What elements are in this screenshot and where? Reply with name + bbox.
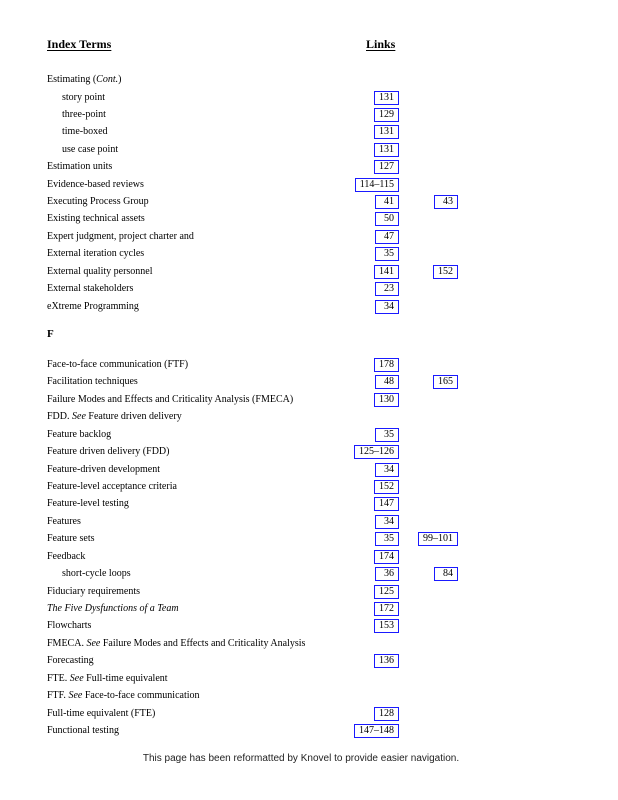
index-entry-executing-process-group (0, 194, 618, 210)
page-link[interactable]: 127 (374, 160, 399, 174)
index-term-text: See (69, 673, 84, 684)
index-term-text: Feedback (47, 551, 86, 562)
index-entry-feature-level-acceptance (0, 479, 618, 495)
index-term-text: Existing technical assets (47, 213, 145, 224)
index-term (47, 409, 182, 425)
index-term-text: Feature-driven development (47, 464, 161, 475)
index-term (62, 90, 105, 106)
index-term (47, 601, 179, 617)
index-term-text: Facilitation techniques (47, 376, 138, 387)
index-entry-short-cycle-loops (0, 566, 618, 582)
index-term (47, 211, 145, 227)
index-entry-existing-technical-assets (0, 211, 618, 227)
index-entry-face-to-face (0, 357, 618, 373)
index-term (47, 688, 200, 704)
page-link[interactable]: 35 (375, 247, 399, 261)
index-entry-three-point (0, 107, 618, 123)
index-entry-extreme-programming (0, 299, 618, 315)
index-entry-external-quality-personnel (0, 264, 618, 280)
page-link[interactable]: 125 (374, 585, 399, 599)
index-term-text: Feature backlog (47, 429, 112, 440)
index-entry-forecasting (0, 653, 618, 669)
index-entry-estimating-cont (0, 72, 618, 88)
index-term (47, 531, 95, 547)
page-link[interactable]: 84 (434, 567, 458, 581)
index-term-text: Forecasting (47, 655, 94, 666)
index-entry-external-stakeholders (0, 281, 618, 297)
index-term (47, 462, 160, 478)
index-entry-facilitation-techniques (0, 374, 618, 390)
index-entry-five-dysfunctions (0, 601, 618, 617)
page-link[interactable]: 131 (374, 91, 399, 105)
index-term-text: Fiduciary requirements (47, 586, 141, 597)
index-entry-functional-testing (0, 723, 618, 739)
page-link[interactable]: 47 (375, 230, 399, 244)
index-term-text: Evidence-based reviews (47, 179, 144, 190)
page-link[interactable]: 23 (375, 282, 399, 296)
index-term (47, 584, 140, 600)
index-term (47, 281, 133, 297)
index-entry-feature-level-testing (0, 496, 618, 512)
index-term-text: Expert judgment, project charter and (47, 231, 194, 242)
index-term-text: Functional testing (47, 725, 119, 736)
index-term-text: Feature driven delivery (85, 411, 182, 422)
index-term (47, 444, 169, 460)
page-link[interactable]: 174 (374, 550, 399, 564)
page-link[interactable]: 130 (374, 393, 399, 407)
page-link[interactable]: 153 (374, 619, 399, 633)
index-term (47, 229, 194, 245)
index-entry-estimation-units (0, 159, 618, 175)
page-link[interactable]: 50 (375, 212, 399, 226)
index-term (47, 392, 293, 408)
index-term-text: Flowcharts (47, 620, 92, 631)
index-entry-feature-driven-delivery (0, 444, 618, 460)
index-term-text: Feature-level acceptance criteria (47, 481, 177, 492)
index-entry-feature-driven-development (0, 462, 618, 478)
index-term (47, 72, 121, 88)
index-term-text: External stakeholders (47, 283, 134, 294)
page-link[interactable]: 131 (374, 125, 399, 139)
page-link[interactable]: 128 (374, 707, 399, 721)
page-link[interactable]: 114–115 (355, 178, 399, 192)
index-term-text: External iteration cycles (47, 248, 145, 259)
page-link[interactable]: 35 (375, 532, 399, 546)
page-footer: This page has been reformatted by Knovel to provide easier navigation. (142, 753, 460, 764)
index-term-text: Features (47, 516, 81, 527)
page-link[interactable]: 48 (375, 375, 399, 389)
index-term (47, 264, 153, 280)
index-term-text: See (86, 638, 101, 649)
index-term (62, 107, 106, 123)
index-term-text: Feature driven delivery (FDD) (47, 446, 170, 457)
page-link[interactable]: 136 (374, 654, 399, 668)
page-link[interactable]: 129 (374, 108, 399, 122)
index-term (47, 618, 91, 634)
index-entry-ftf-see (0, 688, 618, 704)
index-term-text: Feature-level testing (47, 498, 129, 509)
section-letter-f: F (47, 328, 54, 340)
page-link[interactable]: 165 (433, 375, 458, 389)
index-term (47, 194, 149, 210)
header-links: Links (366, 37, 396, 51)
index-entry-feature-backlog (0, 427, 618, 443)
index-entry-story-point (0, 90, 618, 106)
index-entry-external-iteration-cycles (0, 246, 618, 262)
index-entry-feature-sets (0, 531, 618, 547)
index-term-text: time-boxed (62, 126, 108, 137)
index-term-text: See (72, 411, 86, 422)
page-link[interactable]: 178 (374, 358, 399, 372)
index-term-text: Failure Modes and Effects and Criticality Analysis (FMECA) (47, 394, 294, 405)
page-link[interactable]: 172 (374, 602, 399, 616)
page-link[interactable]: 99–101 (418, 532, 458, 546)
index-term (47, 514, 81, 530)
index-term (47, 374, 138, 390)
index-term-text: Full-time equivalent (FTE) (47, 708, 156, 719)
index-entry-expert-judgment (0, 229, 618, 245)
page-link[interactable]: 41 (375, 195, 399, 209)
index-term-text: use case point (62, 144, 119, 155)
index-term-text: ) (118, 74, 122, 85)
index-term-text: Face-to-face communication (82, 690, 200, 701)
index-term-text: story point (62, 92, 106, 103)
page-link[interactable]: 152 (374, 480, 399, 494)
index-term-text: Failure Modes and Effects and Criticality Analysis (100, 638, 306, 649)
page-link[interactable]: 147–148 (354, 724, 399, 738)
index-entry-full-time-equivalent (0, 706, 618, 722)
index-term (47, 299, 139, 315)
index-term (47, 636, 305, 652)
page-link[interactable]: 152 (433, 265, 458, 279)
page-link[interactable]: 147 (374, 497, 399, 511)
index-term (47, 246, 144, 262)
page-link[interactable]: 35 (375, 428, 399, 442)
index-entry-flowcharts (0, 618, 618, 634)
index-term-text: Cont. (96, 74, 119, 85)
index-term-text: Executing Process Group (47, 196, 149, 207)
index-term-text: Full-time equivalent (83, 673, 168, 684)
page-link[interactable]: 131 (374, 143, 399, 157)
index-term-text: three-point (62, 109, 106, 120)
index-term (47, 653, 94, 669)
index-term-text: FMECA. (47, 638, 87, 649)
index-entry-fiduciary-requirements (0, 584, 618, 600)
index-term (47, 671, 168, 687)
index-term (47, 177, 144, 193)
index-term-text: Estimation units (47, 161, 113, 172)
index-term (47, 549, 85, 565)
index-entry-time-boxed (0, 124, 618, 140)
index-term (47, 427, 111, 443)
page-link[interactable]: 34 (375, 300, 399, 314)
index-entry-feedback (0, 549, 618, 565)
index-term-text: short-cycle loops (62, 568, 131, 579)
index-term (47, 159, 112, 175)
page-link[interactable]: 34 (375, 515, 399, 529)
index-term (47, 723, 119, 739)
index-term (62, 566, 131, 582)
index-term (47, 706, 155, 722)
index-term (47, 479, 177, 495)
page-link[interactable]: 36 (375, 567, 399, 581)
page-link[interactable]: 141 (374, 265, 399, 279)
index-term (47, 496, 129, 512)
index-term-text: Feature sets (47, 533, 95, 544)
index-term (47, 357, 188, 373)
index-term (62, 124, 108, 140)
index-term-text: The Five Dysfunctions of a Team (47, 603, 179, 614)
index-term-text: FTF. (47, 690, 69, 701)
index-term-text: FDD. (47, 411, 73, 422)
index-entry-features (0, 514, 618, 530)
index-term-text: FTE. (47, 673, 70, 684)
index-term-text: External quality personnel (47, 266, 153, 277)
index-entry-fmeca-see (0, 636, 618, 652)
index-entry-fmeca (0, 392, 618, 408)
index-entry-fte-see (0, 671, 618, 687)
header-index-terms: Index Terms (47, 37, 112, 51)
index-entry-fdd-see (0, 409, 618, 425)
index-term-text: Face-to-face communication (FTF) (47, 359, 189, 370)
index-term-text: See (68, 690, 83, 701)
index-entry-evidence-based-reviews (0, 177, 618, 193)
index-entry-use-case-point (0, 142, 618, 158)
index-term-text: eXtreme Programming (47, 301, 139, 312)
index-term (62, 142, 118, 158)
index-term-text: Estimating ( (47, 74, 97, 85)
page-link[interactable]: 125–126 (354, 445, 399, 459)
page-link[interactable]: 34 (375, 463, 399, 477)
page-link[interactable]: 43 (434, 195, 458, 209)
